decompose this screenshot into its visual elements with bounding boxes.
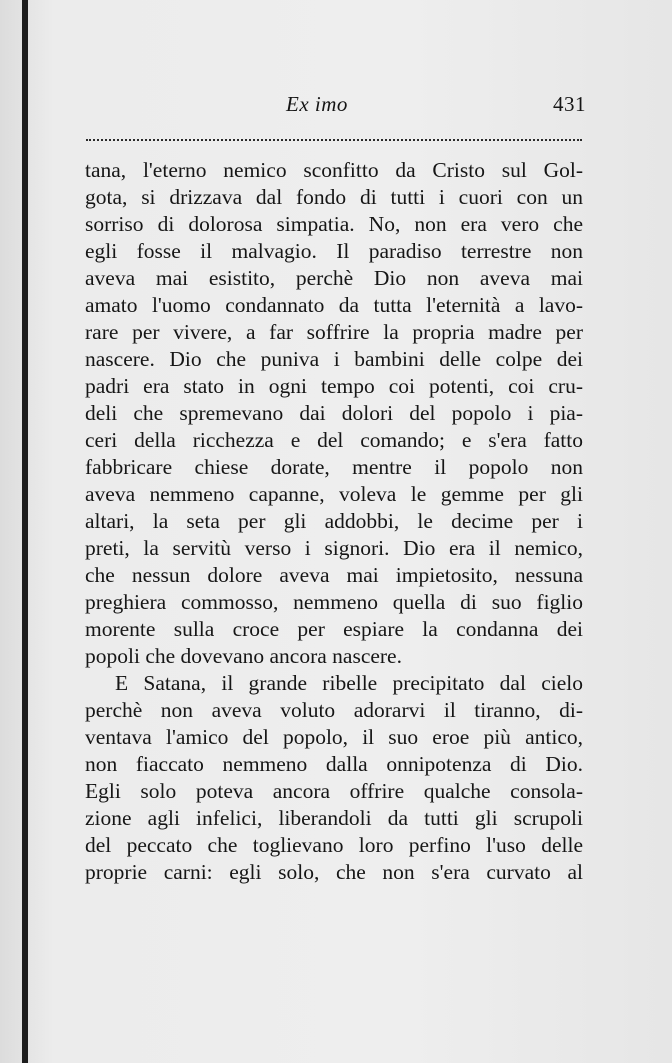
text-line: proprie carni: egli solo, che non s'era curvato al: [85, 860, 583, 884]
text-line: ventava l'amico del popolo, il suo eroe più antico,: [85, 725, 583, 749]
text-line: gota, si drizzava dal fondo di tutti i cuori con un: [85, 185, 583, 209]
binding-edge: [22, 0, 28, 1063]
text-line: padri era stato in ogni tempo coi potenti, coi cru-: [85, 374, 583, 398]
text-line: che nessun dolore aveva mai impietosito, nessuna: [85, 563, 583, 587]
text-line: aveva mai esistito, perchè Dio non aveva mai: [85, 266, 583, 290]
running-title: Ex imo: [286, 92, 348, 116]
text-line: altari, la seta per gli addobbi, le decime per i: [85, 509, 583, 533]
text-line: deli che spremevano dai dolori del popolo i pia-: [85, 401, 583, 425]
text-line: tana, l'eterno nemico sconfitto da Cristo sul Gol-: [85, 158, 583, 182]
text-line: amato l'uomo condannato da tutta l'eternità a lavo-: [85, 293, 583, 317]
text-line: Egli solo poteva ancora offrire qualche consola-: [85, 779, 583, 803]
text-line: del peccato che toglievano loro perfino l'uso delle: [85, 833, 583, 857]
text-line: morente sulla croce per espiare la condanna dei: [85, 617, 583, 641]
text-line: zione agli infelici, liberandoli da tutti gli scrupoli: [85, 806, 583, 830]
text-line: nascere. Dio che puniva i bambini delle colpe dei: [85, 347, 583, 371]
body-text: [85, 157, 583, 886]
text-line: popoli che dovevano ancora nascere.: [85, 644, 402, 668]
text-line: fabbricare chiese dorate, mentre il popolo non: [85, 455, 583, 479]
page-header: [86, 92, 586, 122]
text-line: rare per vivere, a far soffrire la propria madre per: [85, 320, 583, 344]
text-line: preghiera commosso, nemmeno quella di suo figlio: [85, 590, 583, 614]
page-number: 431: [553, 92, 586, 116]
text-line: preti, la servitù verso i signori. Dio era il nemico,: [85, 536, 583, 560]
text-line: sorriso di dolorosa simpatia. No, non era vero che: [85, 212, 583, 236]
text-line: perchè non aveva voluto adorarvi il tiranno, di-: [85, 698, 583, 722]
text-line: aveva nemmeno capanne, voleva le gemme per gli: [85, 482, 583, 506]
text-line: ceri della ricchezza e del comando; e s'era fatto: [85, 428, 583, 452]
header-rule: [86, 139, 582, 141]
text-line: non fiaccato nemmeno dalla onnipotenza di Dio.: [85, 752, 583, 776]
text-line: E Satana, il grande ribelle precipitato dal cielo: [115, 671, 583, 695]
text-line: egli fosse il malvagio. Il paradiso terrestre non: [85, 239, 583, 263]
